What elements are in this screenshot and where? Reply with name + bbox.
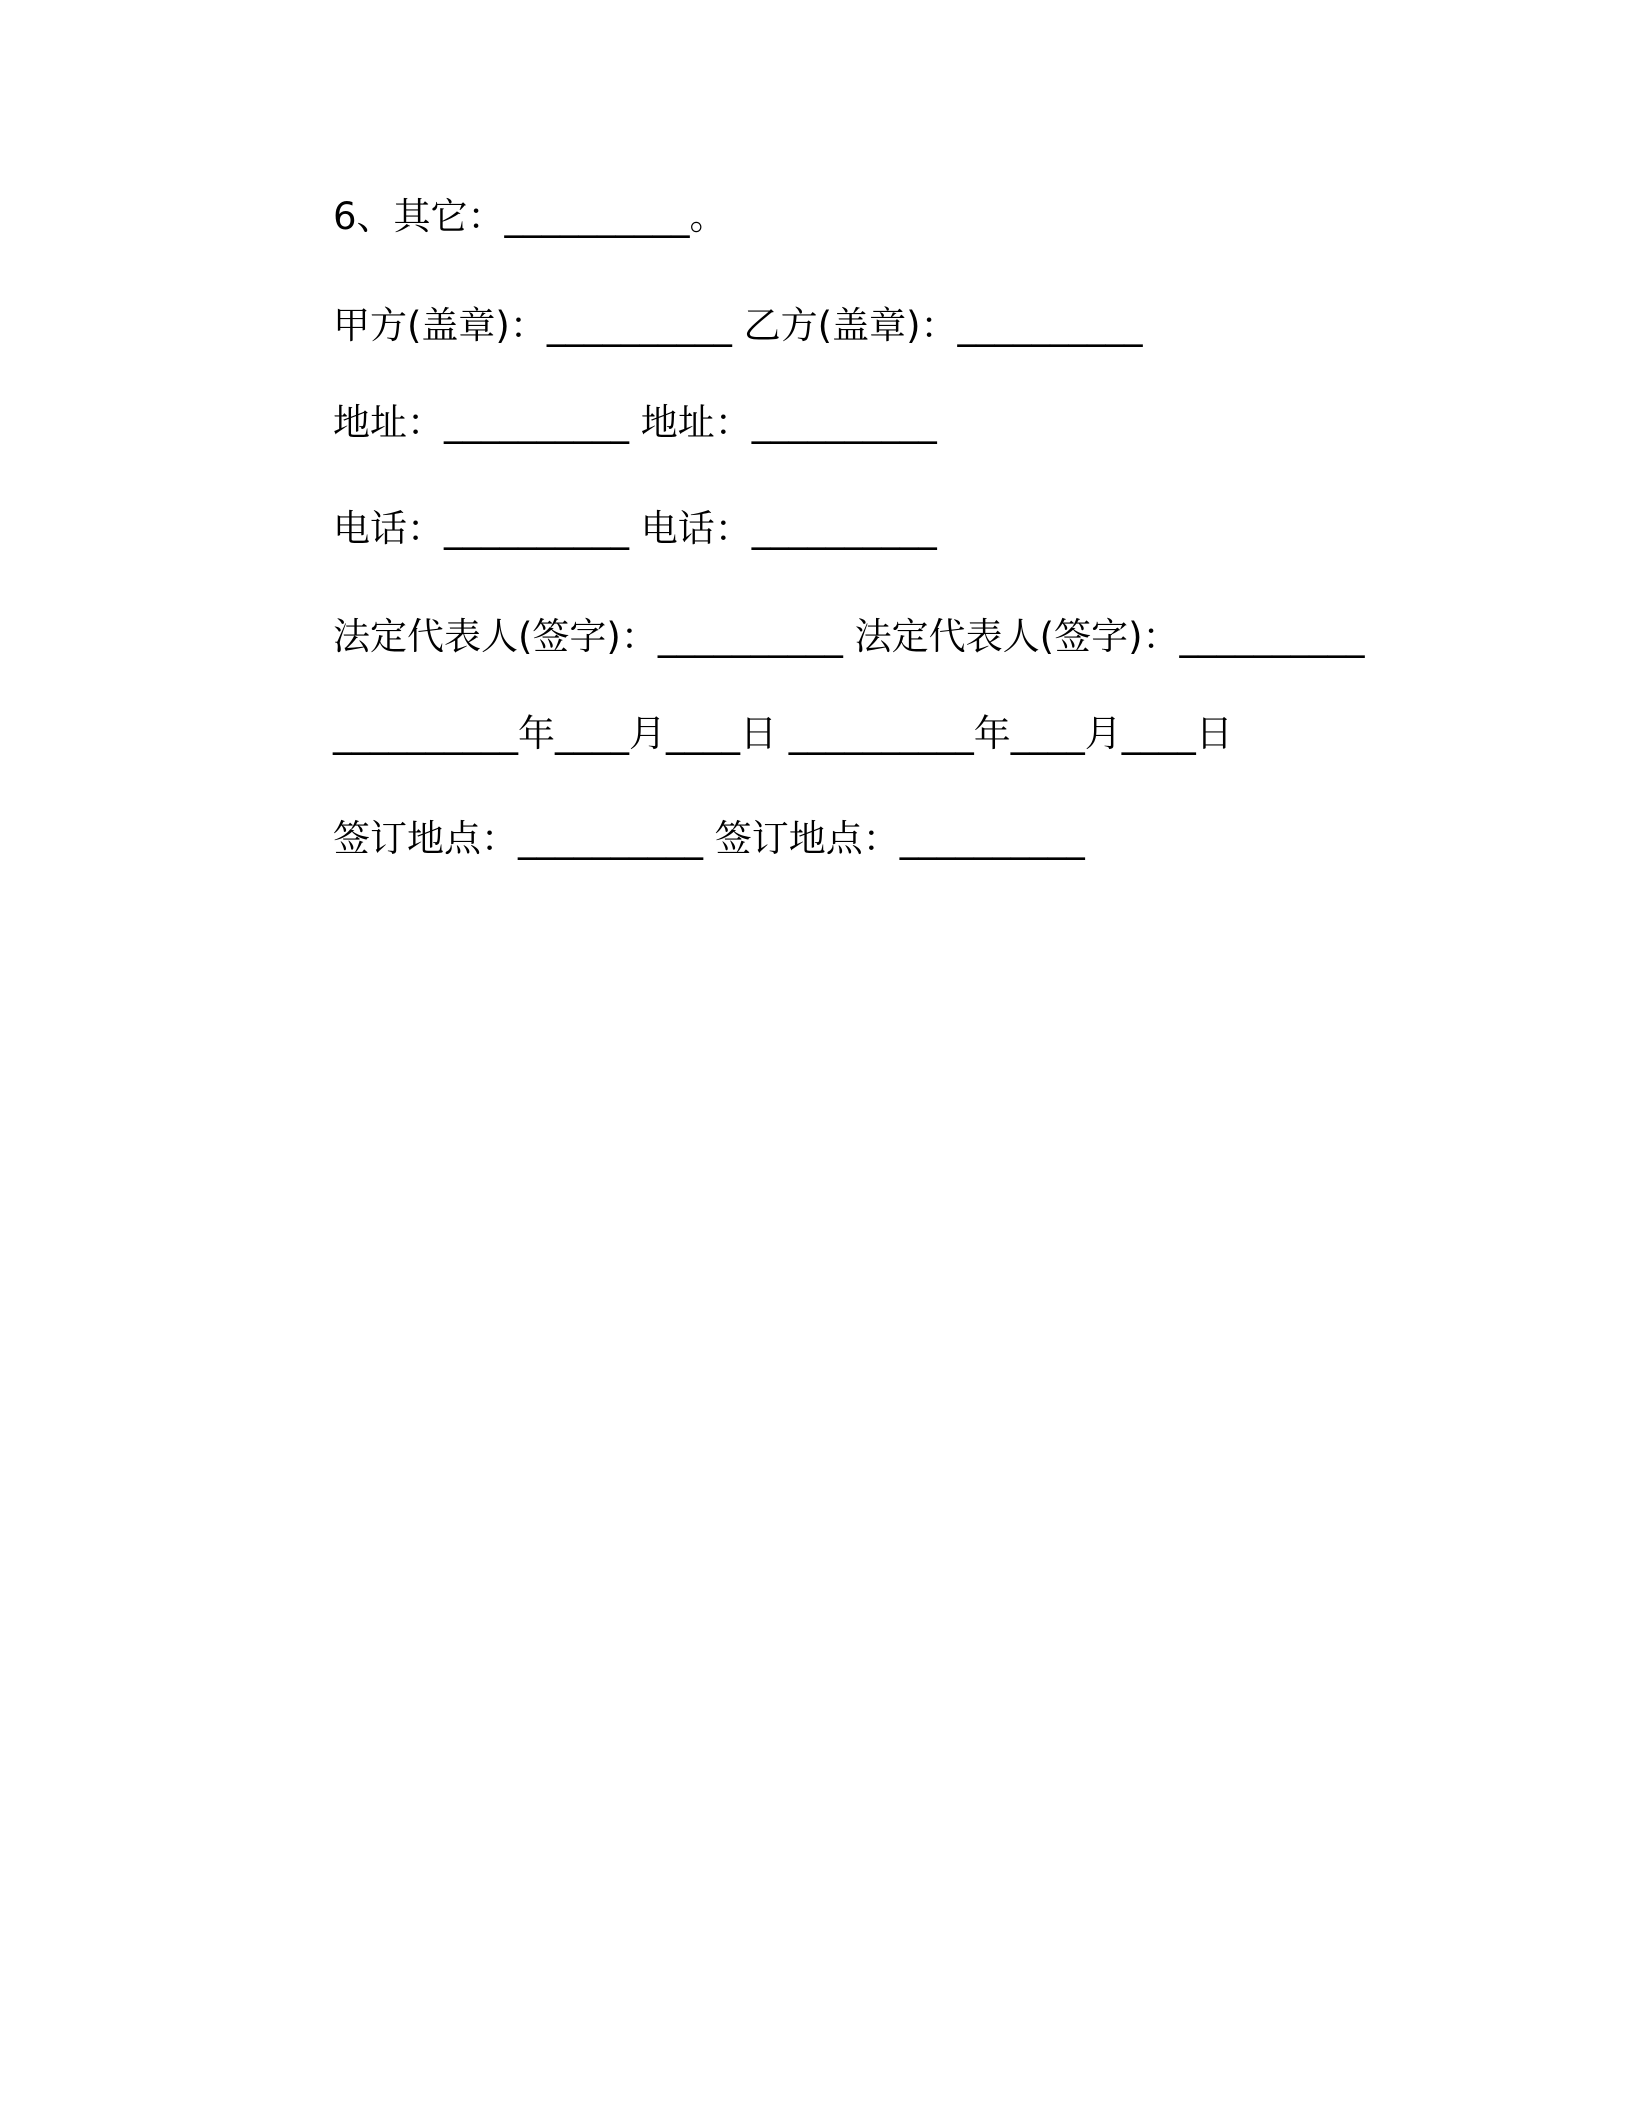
phone-line: 电话：__________ 电话：__________ <box>333 507 937 550</box>
other-clause-line: 6、其它：__________。 <box>333 195 727 238</box>
legal-representative-line: 法定代表人(签字)：__________ 法定代表人(签字)：__________ <box>333 615 1365 658</box>
party-seal-line: 甲方(盖章)：__________ 乙方(盖章)：__________ <box>333 304 1143 347</box>
date-line: __________年____月____日 __________年____月____日 <box>333 712 1233 755</box>
address-line: 地址：__________ 地址：__________ <box>333 401 937 444</box>
signing-location-line: 签订地点：__________ 签订地点：__________ <box>333 817 1085 860</box>
